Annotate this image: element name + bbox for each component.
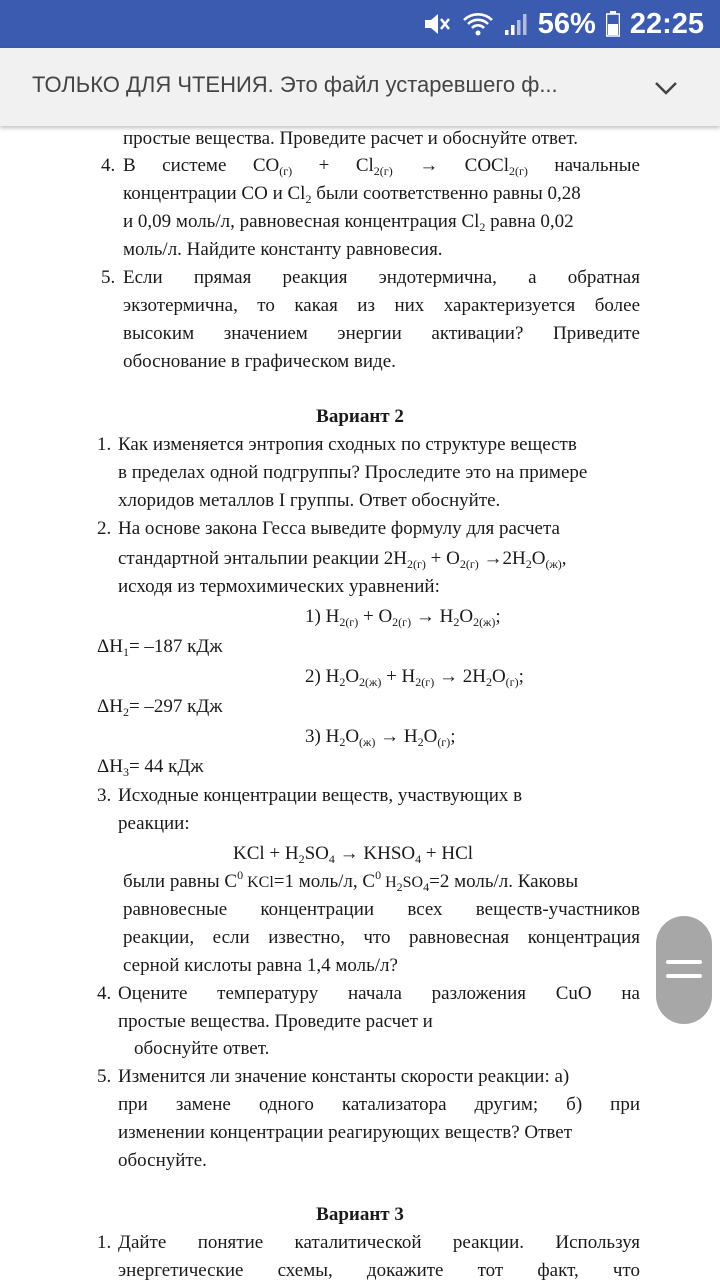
- grip-line-icon: [666, 974, 702, 978]
- question-number: 4.: [97, 983, 112, 1004]
- doc-line: обоснуйте ответ.: [134, 1038, 270, 1059]
- doc-line: высоким значением энергии активации? Приведите: [123, 323, 640, 344]
- question-number: 4.: [101, 155, 116, 176]
- variant-heading: Вариант 2: [316, 406, 404, 427]
- doc-line: изменении концентрации реагирующих веществ? Ответ: [118, 1122, 573, 1143]
- question-number: 1.: [97, 1232, 112, 1253]
- doc-line: экзотермична, то какая из них характеризуется более: [123, 295, 640, 316]
- question-number: 5.: [101, 267, 116, 288]
- battery-icon: [606, 11, 620, 37]
- equation: KCl + $H_2SO_4$ → $KHSO_4$ + HCl: [233, 843, 474, 866]
- enthalpy-value: $\Delta H_1= -187$ кДж: [97, 636, 223, 659]
- question-number: 1.: [97, 434, 112, 455]
- doc-line: Дайте понятие каталитической реакции. Используя: [118, 1232, 640, 1253]
- doc-line: На основе закона Гесса выведите формулу для расчета: [118, 518, 560, 539]
- doc-line: моль/л. Найдите константу равновесия.: [123, 239, 443, 260]
- doc-line: были равны $C^0$ KCl=1 моль/л, $C^0$ $H_2SO_4=2$ моль/л. Каковы: [123, 868, 579, 894]
- wifi-icon: [462, 11, 494, 37]
- battery-percent: 56%: [537, 7, 596, 40]
- doc-line: Изменится ли значение константы скорости реакции: а): [118, 1066, 570, 1087]
- doc-line: В системе $CO_{(г)}$ + $Cl_{2(г)}$ → COCl$_{2(г)}$ начальные: [123, 155, 640, 178]
- equation: 1) $H_{2(г)} + O_{2(г)} \to H_2O_{2(ж)}$;: [305, 606, 501, 629]
- doc-line: хлоридов металлов I группы. Ответ обоснуйте.: [118, 490, 501, 511]
- signal-icon: [504, 12, 528, 36]
- clock: 22:25: [629, 7, 704, 40]
- equation: 2) $H_2O_{2(ж)} + H_{2(г)} \to 2H_2O_{(г)}$;: [305, 666, 524, 689]
- doc-line: стандартной энтальпии реакции $2H_{2(г)} + O_{2(г)} \to 2H_2O_{(ж)}$,: [118, 548, 567, 571]
- status-bar: [0, 0, 720, 48]
- doc-line: Оцените температуру начала разложения CuO на: [118, 983, 640, 1004]
- doc-line: серной кислоты равна 1,4 моль/л?: [123, 955, 398, 976]
- doc-line: Как изменяется энтропия сходных по структуре веществ: [118, 434, 577, 455]
- doc-line: концентрации CO и $Cl_2$ были соответственно равны 0,28: [123, 183, 581, 206]
- mute-icon: [422, 11, 452, 37]
- doc-line: обоснование в графическом виде.: [123, 351, 396, 372]
- banner-text: ТОЛЬКО ДЛЯ ЧТЕНИЯ. Это файл устаревшего ф...: [32, 72, 558, 97]
- grip-line-icon: [666, 960, 702, 964]
- doc-line: при замене одного катализатора другим; б) при: [118, 1094, 640, 1115]
- read-only-banner[interactable]: [0, 48, 720, 126]
- chevron-down-icon[interactable]: [654, 76, 678, 100]
- doc-line: энергетические схемы, докажите тот факт, что: [118, 1260, 640, 1280]
- document-page[interactable]: [0, 126, 720, 1280]
- doc-line: в пределах одной подгруппы? Проследите это на примере: [118, 462, 588, 483]
- scroll-handle[interactable]: [656, 916, 712, 1024]
- equation: 3) $H_2O_{(ж)} \to H_2O_{(г)}$;: [305, 726, 456, 749]
- question-number: 3.: [97, 785, 112, 806]
- enthalpy-value: $\Delta H_3= 44$ кДж: [97, 756, 204, 779]
- question-number: 5.: [97, 1066, 112, 1087]
- doc-line: Если прямая реакция эндотермична, а обратная: [123, 267, 640, 288]
- doc-line: и 0,09 моль/л, равновесная концентрация $Cl_2$ равна 0,02: [123, 211, 574, 234]
- doc-line: реакции:: [118, 813, 190, 834]
- doc-line: Исходные концентрации веществ, участвующих в: [118, 785, 523, 806]
- doc-line: простые вещества. Проведите расчет и: [118, 1011, 433, 1032]
- doc-line: обоснуйте.: [118, 1150, 207, 1171]
- enthalpy-value: $\Delta H_2= -297$ кДж: [97, 696, 223, 719]
- doc-line: реакции, если известно, что равновесная концентрация: [123, 927, 640, 948]
- doc-line: исходя из термохимических уравнений:: [118, 576, 440, 597]
- variant-heading: Вариант 3: [316, 1204, 404, 1225]
- doc-line: простые вещества. Проведите расчет и обоснуйте ответ.: [123, 128, 578, 149]
- question-number: 2.: [97, 518, 112, 539]
- doc-line: равновесные концентрации всех веществ-участников: [123, 899, 640, 920]
